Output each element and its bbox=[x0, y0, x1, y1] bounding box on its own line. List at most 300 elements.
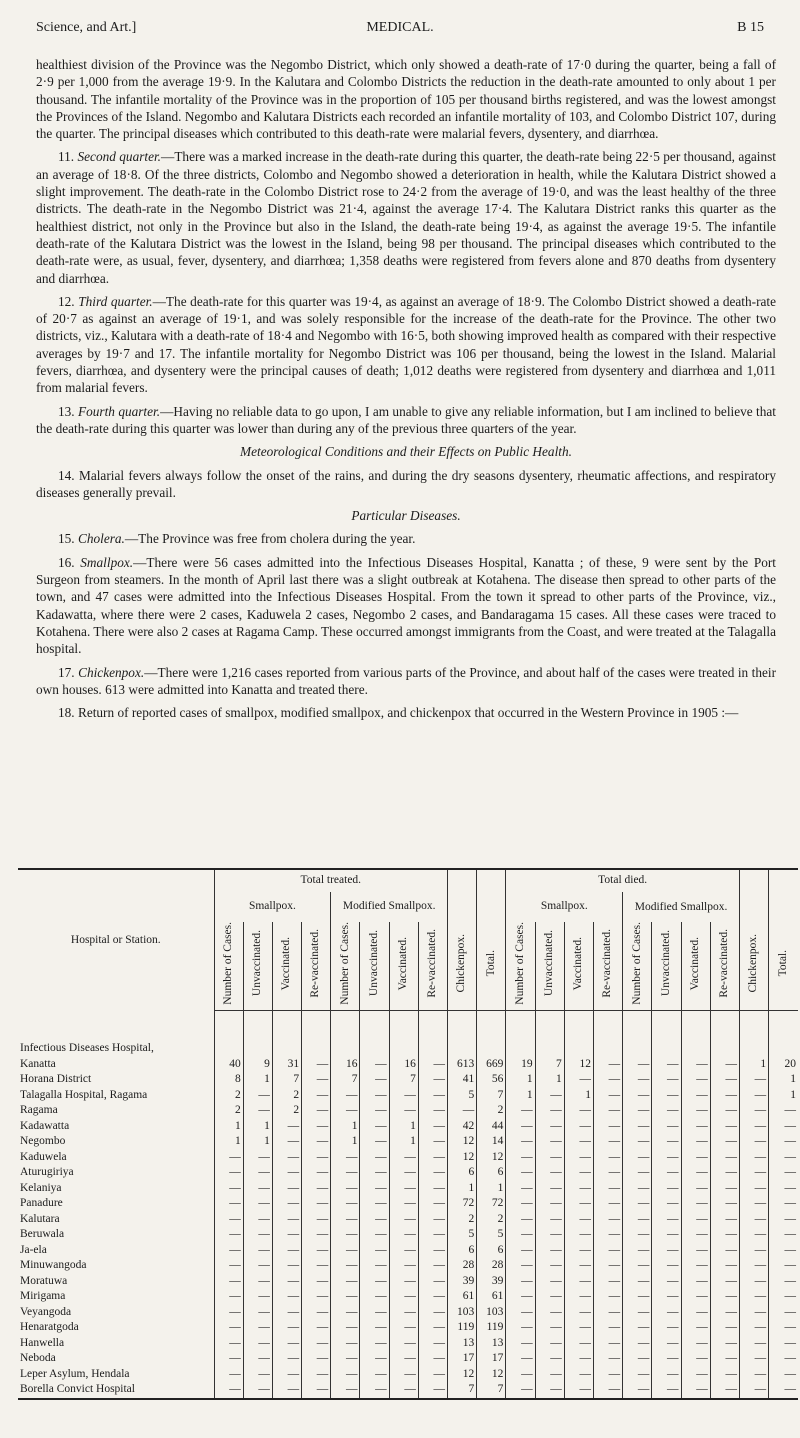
table-cell: — bbox=[652, 1212, 681, 1228]
table-cell: — bbox=[506, 1243, 535, 1259]
table-cell: — bbox=[418, 1320, 447, 1336]
table-cell: — bbox=[360, 1320, 389, 1336]
table-cell: 13 bbox=[477, 1336, 506, 1352]
table-cell bbox=[448, 1011, 477, 1057]
table-cell: — bbox=[623, 1274, 652, 1290]
table-cell: 17 bbox=[477, 1351, 506, 1367]
col-header-text: Unvaccinated. bbox=[659, 930, 672, 997]
table-cell: — bbox=[506, 1367, 535, 1383]
row-station-name: Veyangoda bbox=[20, 1305, 72, 1318]
col-header-unvac bbox=[535, 922, 564, 1011]
table-cell: — bbox=[593, 1150, 622, 1166]
table-cell: — bbox=[564, 1258, 593, 1274]
table-cell: — bbox=[418, 1057, 447, 1073]
table-cell: — bbox=[564, 1227, 593, 1243]
table-cell: 41 bbox=[448, 1072, 477, 1088]
table-cell: — bbox=[243, 1289, 272, 1305]
heading-text: Particular Diseases. bbox=[351, 508, 461, 524]
table-cell: — bbox=[593, 1196, 622, 1212]
table-cell: — bbox=[360, 1196, 389, 1212]
table-cell: — bbox=[652, 1072, 681, 1088]
modified-died-header: Modified Smallpox. bbox=[623, 892, 740, 922]
col-header-revac bbox=[302, 922, 331, 1011]
row-station-name: Ja-ela bbox=[20, 1243, 47, 1256]
table-cell: — bbox=[506, 1165, 535, 1181]
table-cell: — bbox=[681, 1212, 710, 1228]
table-cell: — bbox=[681, 1320, 710, 1336]
table-cell: — bbox=[710, 1382, 739, 1399]
table-cell: — bbox=[214, 1382, 243, 1399]
table-cell: — bbox=[623, 1336, 652, 1352]
table-cell: — bbox=[652, 1305, 681, 1321]
table-cell: — bbox=[389, 1336, 418, 1352]
table-cell: — bbox=[331, 1320, 360, 1336]
col-header-text: Re-vaccinated. bbox=[426, 929, 439, 998]
col-header-text: Re-vaccinated. bbox=[601, 929, 614, 998]
table-cell: — bbox=[389, 1274, 418, 1290]
paragraph-14: 14. Malarial fevers always follow the onset of the rains, and during the dry seasons dysentery, rheumatic affections, and respiratory diseases generally prevail. bbox=[36, 467, 776, 500]
para-number: 16. bbox=[58, 554, 81, 570]
row-station-name: Beruwala bbox=[20, 1228, 65, 1241]
table-cell: — bbox=[769, 1196, 798, 1212]
table-cell bbox=[739, 1011, 768, 1057]
table-cell: 12 bbox=[448, 1367, 477, 1383]
table-cell: 7 bbox=[448, 1382, 477, 1399]
table-cell: — bbox=[243, 1336, 272, 1352]
table-cell: — bbox=[214, 1227, 243, 1243]
col-header-text: Number of Cases. bbox=[630, 922, 643, 1005]
table-cell: — bbox=[564, 1320, 593, 1336]
paragraph-16 bbox=[36, 554, 776, 658]
table-cell: — bbox=[739, 1382, 768, 1399]
table-cell: 2 bbox=[477, 1212, 506, 1228]
table-cell: — bbox=[214, 1258, 243, 1274]
paragraph-18: 18. Return of reported cases of smallpox, modified smallpox, and chickenpox that occurred in the Western Province in 1905 :— bbox=[58, 705, 739, 721]
table-cell: — bbox=[681, 1336, 710, 1352]
row-station-name: Kadawatta bbox=[20, 1119, 70, 1132]
table-cell: — bbox=[331, 1382, 360, 1399]
row-station-name: Kelaniya bbox=[20, 1181, 62, 1194]
col-header-vac bbox=[681, 922, 710, 1011]
paragraph-15 bbox=[36, 530, 776, 547]
table-cell: — bbox=[769, 1165, 798, 1181]
table-cell: — bbox=[243, 1181, 272, 1197]
table-cell: — bbox=[418, 1165, 447, 1181]
table-cell: — bbox=[535, 1274, 564, 1290]
table-cell: — bbox=[652, 1367, 681, 1383]
row-station-name: Aturugiriya bbox=[20, 1166, 74, 1179]
table-cell: — bbox=[769, 1320, 798, 1336]
table-cell: — bbox=[331, 1258, 360, 1274]
table-cell: — bbox=[506, 1196, 535, 1212]
table-cell: — bbox=[593, 1088, 622, 1104]
smallpox-died-header: Smallpox. bbox=[506, 892, 623, 922]
table-cell: 39 bbox=[448, 1274, 477, 1290]
table-cell: — bbox=[535, 1103, 564, 1119]
table-cell: — bbox=[302, 1212, 331, 1228]
table-cell: — bbox=[214, 1351, 243, 1367]
table-cell: — bbox=[535, 1212, 564, 1228]
table-cell bbox=[302, 1011, 331, 1057]
table-cell: — bbox=[302, 1165, 331, 1181]
col-header-unvac bbox=[243, 922, 272, 1011]
table-cell: 61 bbox=[448, 1289, 477, 1305]
table-cell: — bbox=[593, 1181, 622, 1197]
table-cell: — bbox=[652, 1196, 681, 1212]
table-cell: — bbox=[272, 1150, 301, 1166]
table-cell: — bbox=[564, 1274, 593, 1290]
table-cell: — bbox=[360, 1336, 389, 1352]
row-station-name: Minuwangoda bbox=[20, 1259, 87, 1272]
table-cell: — bbox=[593, 1258, 622, 1274]
table-cell: — bbox=[593, 1072, 622, 1088]
col-header-text: Number of Cases. bbox=[338, 922, 351, 1005]
table-cell: — bbox=[564, 1150, 593, 1166]
table-cell: — bbox=[418, 1382, 447, 1399]
table-cell: — bbox=[710, 1367, 739, 1383]
table-cell: — bbox=[331, 1227, 360, 1243]
table-cell: — bbox=[302, 1243, 331, 1259]
table-cell: — bbox=[623, 1088, 652, 1104]
table-cell: 1 bbox=[214, 1134, 243, 1150]
table-cell: — bbox=[652, 1336, 681, 1352]
para-number: 12. bbox=[58, 293, 79, 309]
table-row bbox=[18, 1212, 798, 1228]
table-cell: — bbox=[739, 1243, 768, 1259]
col-header-text: Number of Cases. bbox=[221, 922, 234, 1005]
table-cell: 1 bbox=[769, 1088, 798, 1104]
table-cell: — bbox=[302, 1134, 331, 1150]
table-cell: — bbox=[535, 1351, 564, 1367]
table-cell: — bbox=[302, 1274, 331, 1290]
table-cell: — bbox=[272, 1289, 301, 1305]
row-station-name: Ragama bbox=[20, 1104, 58, 1117]
table-cell: — bbox=[243, 1196, 272, 1212]
table-cell: — bbox=[564, 1196, 593, 1212]
table-cell: — bbox=[418, 1072, 447, 1088]
table-cell: — bbox=[535, 1181, 564, 1197]
table-cell: — bbox=[389, 1212, 418, 1228]
table-cell: — bbox=[593, 1057, 622, 1073]
table-cell: — bbox=[710, 1320, 739, 1336]
table-cell: — bbox=[389, 1305, 418, 1321]
table-cell: 28 bbox=[448, 1258, 477, 1274]
table-cell: — bbox=[360, 1165, 389, 1181]
table-cell: 7 bbox=[477, 1088, 506, 1104]
table-cell: — bbox=[506, 1227, 535, 1243]
table-cell: — bbox=[535, 1289, 564, 1305]
table-cell: 28 bbox=[477, 1258, 506, 1274]
table-cell: — bbox=[272, 1181, 301, 1197]
table-cell: 119 bbox=[477, 1320, 506, 1336]
table-cell: 16 bbox=[331, 1057, 360, 1073]
table-cell: — bbox=[564, 1243, 593, 1259]
table-cell: — bbox=[448, 1103, 477, 1119]
table-row bbox=[18, 1011, 798, 1057]
row-station-name: Leper Asylum, Hendala bbox=[20, 1367, 130, 1380]
table-row bbox=[18, 1351, 798, 1367]
table-cell: — bbox=[681, 1367, 710, 1383]
table-cell: — bbox=[389, 1351, 418, 1367]
table-cell: — bbox=[302, 1057, 331, 1073]
table-cell: — bbox=[769, 1150, 798, 1166]
table-cell bbox=[593, 1011, 622, 1057]
table-cell: — bbox=[302, 1305, 331, 1321]
table-cell: — bbox=[681, 1072, 710, 1088]
table-cell bbox=[331, 1011, 360, 1057]
table-cell: — bbox=[593, 1289, 622, 1305]
table-cell: — bbox=[360, 1351, 389, 1367]
table-cell: — bbox=[214, 1150, 243, 1166]
table-cell: — bbox=[272, 1243, 301, 1259]
heading-text: Meteorological Conditions and their Effects on Public Health. bbox=[240, 444, 572, 460]
table-cell: — bbox=[564, 1382, 593, 1399]
table-cell: — bbox=[389, 1382, 418, 1399]
table-cell: — bbox=[302, 1367, 331, 1383]
table-row bbox=[18, 1103, 798, 1119]
col-header-cases bbox=[214, 922, 243, 1011]
table-cell: — bbox=[389, 1258, 418, 1274]
table-row bbox=[18, 1072, 798, 1088]
table-cell: — bbox=[272, 1336, 301, 1352]
table-cell: 2 bbox=[477, 1103, 506, 1119]
table-cell: — bbox=[710, 1088, 739, 1104]
table-cell: — bbox=[506, 1320, 535, 1336]
table-cell: — bbox=[564, 1165, 593, 1181]
spacer bbox=[477, 869, 506, 922]
table-cell: 44 bbox=[477, 1119, 506, 1135]
table-cell: — bbox=[243, 1258, 272, 1274]
group-total-died: Total died. bbox=[506, 869, 740, 892]
table-cell: — bbox=[593, 1382, 622, 1399]
table-cell: — bbox=[739, 1134, 768, 1150]
row-station-name: Hanwella bbox=[20, 1336, 65, 1349]
row-station-name: Kanatta bbox=[20, 1057, 56, 1070]
table-cell: — bbox=[710, 1103, 739, 1119]
table-cell: — bbox=[769, 1336, 798, 1352]
table-cell: — bbox=[243, 1227, 272, 1243]
table-cell: — bbox=[360, 1305, 389, 1321]
table-cell: — bbox=[302, 1351, 331, 1367]
table-cell: — bbox=[652, 1057, 681, 1073]
table-cell: — bbox=[302, 1103, 331, 1119]
table-cell: — bbox=[652, 1351, 681, 1367]
table-cell bbox=[477, 1011, 506, 1057]
table-cell: 56 bbox=[477, 1072, 506, 1088]
table-cell: — bbox=[681, 1134, 710, 1150]
table-cell: — bbox=[623, 1072, 652, 1088]
table-cell: 103 bbox=[448, 1305, 477, 1321]
table-cell: — bbox=[681, 1088, 710, 1104]
table-cell: 12 bbox=[448, 1134, 477, 1150]
para-number: 13. bbox=[58, 403, 78, 419]
table-row bbox=[18, 1196, 798, 1212]
table-cell: — bbox=[681, 1119, 710, 1135]
table-cell: — bbox=[681, 1196, 710, 1212]
table-cell: 1 bbox=[739, 1057, 768, 1073]
table-cell: — bbox=[535, 1150, 564, 1166]
table-cell: — bbox=[214, 1336, 243, 1352]
header-left: Science, and Art.] bbox=[36, 20, 137, 35]
table-cell: — bbox=[564, 1181, 593, 1197]
col-header-chicken bbox=[739, 922, 768, 1011]
table-cell: — bbox=[623, 1367, 652, 1383]
table-cell: — bbox=[418, 1351, 447, 1367]
table-cell: — bbox=[418, 1243, 447, 1259]
table-cell: — bbox=[506, 1103, 535, 1119]
table-cell: — bbox=[710, 1119, 739, 1135]
table-cell: — bbox=[681, 1227, 710, 1243]
table-cell bbox=[681, 1011, 710, 1057]
smallpox-treated-header: Smallpox. bbox=[214, 892, 331, 922]
table-cell: — bbox=[506, 1134, 535, 1150]
table-cell: — bbox=[739, 1103, 768, 1119]
table-cell: — bbox=[331, 1088, 360, 1104]
table-cell: 13 bbox=[448, 1336, 477, 1352]
table-cell: — bbox=[243, 1320, 272, 1336]
table-row bbox=[18, 1367, 798, 1383]
table-cell: — bbox=[564, 1367, 593, 1383]
col-hospital-header: Hospital or Station. bbox=[18, 869, 214, 1011]
table-cell: 6 bbox=[477, 1243, 506, 1259]
table-cell: — bbox=[389, 1088, 418, 1104]
table-cell: — bbox=[418, 1212, 447, 1228]
table-cell: — bbox=[506, 1336, 535, 1352]
para-text: —There were 56 cases admitted into the Infectious Diseases Hospital, Kanatta ; of these, 9 were sent by the Port Surgeon from steamers. In the month of April last there was a slight outbreak at Kotahena. The disease then spread to other parts of the town, and 47 cases were admitted into the Infectious Diseases Hospital. From the town it spread to other parts of the Province, viz., Kadawatta, where there were 2 cases, Kaduwela 2 cases, Negombo 2 cases, and Bandaragama 15 cases. All these cases were traced to Kotahena. There were also 2 cases at Ragama Camp. These occurred amongst immigrants from the Coast, and were treated at the Talagalla hospital. bbox=[36, 554, 776, 657]
table-cell: — bbox=[272, 1351, 301, 1367]
table-cell: 7 bbox=[272, 1072, 301, 1088]
table-cell: — bbox=[652, 1274, 681, 1290]
table-cell: — bbox=[593, 1119, 622, 1135]
table-cell: — bbox=[272, 1320, 301, 1336]
table-cell: 2 bbox=[214, 1088, 243, 1104]
table-cell: — bbox=[623, 1119, 652, 1135]
table-cell: — bbox=[769, 1351, 798, 1367]
table-cell: — bbox=[214, 1181, 243, 1197]
table-cell: — bbox=[710, 1351, 739, 1367]
table-cell: — bbox=[506, 1289, 535, 1305]
table-cell: — bbox=[652, 1150, 681, 1166]
table-cell: — bbox=[418, 1150, 447, 1166]
table-cell: — bbox=[739, 1274, 768, 1290]
table-cell: — bbox=[272, 1258, 301, 1274]
table-cell: — bbox=[710, 1150, 739, 1166]
table-cell: — bbox=[389, 1150, 418, 1166]
table-cell: — bbox=[623, 1305, 652, 1321]
table-cell: — bbox=[623, 1382, 652, 1399]
row-station-name: Borella Convict Hospital bbox=[18, 1382, 214, 1399]
body-text bbox=[36, 56, 776, 721]
table-cell: — bbox=[739, 1119, 768, 1135]
table-cell bbox=[623, 1011, 652, 1057]
table-cell: — bbox=[302, 1227, 331, 1243]
col-header-text: Chickenpox. bbox=[455, 934, 468, 993]
table-row bbox=[18, 1119, 798, 1135]
table-cell: — bbox=[623, 1057, 652, 1073]
table-cell: — bbox=[681, 1103, 710, 1119]
col-header-text: Number of Cases. bbox=[513, 922, 526, 1005]
table-cell: — bbox=[360, 1227, 389, 1243]
table-cell: — bbox=[564, 1119, 593, 1135]
table-cell: 1 bbox=[477, 1181, 506, 1197]
table-cell: 16 bbox=[389, 1057, 418, 1073]
table-cell: — bbox=[243, 1150, 272, 1166]
table-cell: — bbox=[769, 1212, 798, 1228]
table-cell: — bbox=[331, 1336, 360, 1352]
table-cell: — bbox=[710, 1336, 739, 1352]
row-station-name: Horana District bbox=[20, 1073, 92, 1086]
table-row bbox=[18, 1057, 798, 1073]
table-cell: — bbox=[389, 1367, 418, 1383]
table-cell: — bbox=[302, 1072, 331, 1088]
table-cell: 1 bbox=[331, 1119, 360, 1135]
header-page-number: B 15 bbox=[737, 20, 764, 35]
table-cell: — bbox=[739, 1227, 768, 1243]
table-cell: — bbox=[652, 1103, 681, 1119]
table-row bbox=[18, 1227, 798, 1243]
table-cell: — bbox=[272, 1382, 301, 1399]
table-cell: 1 bbox=[506, 1088, 535, 1104]
para-text: —The death-rate for this quarter was 19·4, as against an average of 18·9. The Colombo District showed a death-rate of 20·7 as against an average of 19·1, and was solely responsible for the increase of the death-rate for the Province. The other two districts, viz., Kalutara with a death-rate of 18·4 and Negombo with 16·5, both showing improved health as compared with their respective averages by 19·7 and 17. The infantile mortality for Negombo District was 106 per thousand, being the lowest in the Island. Malarial fevers, diarrhœa, and dysentery were the principal causes of death; 1,012 deaths were registered from dysentery and diarrhœa and 1,011 from malarial fevers. bbox=[36, 293, 776, 396]
table-cell: — bbox=[418, 1289, 447, 1305]
table-cell: — bbox=[389, 1181, 418, 1197]
table-cell: — bbox=[652, 1134, 681, 1150]
table-cell: — bbox=[506, 1119, 535, 1135]
table-cell: 613 bbox=[448, 1057, 477, 1073]
table-cell: — bbox=[681, 1351, 710, 1367]
table-cell: — bbox=[360, 1382, 389, 1399]
table-cell: — bbox=[710, 1134, 739, 1150]
col-header-unvac bbox=[360, 922, 389, 1011]
table-cell: 2 bbox=[272, 1103, 301, 1119]
table-cell: — bbox=[593, 1336, 622, 1352]
table-cell: — bbox=[652, 1165, 681, 1181]
table-cell: — bbox=[535, 1382, 564, 1399]
table-row bbox=[18, 1274, 798, 1290]
table-cell: 5 bbox=[448, 1088, 477, 1104]
table-cell: — bbox=[214, 1243, 243, 1259]
table-cell: — bbox=[564, 1103, 593, 1119]
table-cell: — bbox=[418, 1274, 447, 1290]
table-cell: — bbox=[623, 1289, 652, 1305]
para-number: 15. bbox=[58, 531, 78, 547]
table-cell: — bbox=[360, 1258, 389, 1274]
table-cell: 17 bbox=[448, 1351, 477, 1367]
para-text: —The Province was free from cholera during the year. bbox=[124, 531, 416, 547]
table-cell: — bbox=[739, 1336, 768, 1352]
table-cell: 9 bbox=[243, 1057, 272, 1073]
table-cell: — bbox=[360, 1243, 389, 1259]
spacer bbox=[769, 869, 798, 922]
table-cell: — bbox=[652, 1258, 681, 1274]
table-cell: — bbox=[681, 1243, 710, 1259]
table-cell: — bbox=[243, 1212, 272, 1228]
paragraph-12 bbox=[36, 293, 776, 397]
table-cell: — bbox=[681, 1165, 710, 1181]
table-cell: 61 bbox=[477, 1289, 506, 1305]
table-cell: 72 bbox=[477, 1196, 506, 1212]
table-cell: — bbox=[564, 1305, 593, 1321]
table-cell: — bbox=[243, 1243, 272, 1259]
table-row bbox=[18, 1305, 798, 1321]
table-cell: — bbox=[623, 1320, 652, 1336]
table-cell: — bbox=[739, 1165, 768, 1181]
table-cell: 31 bbox=[272, 1057, 301, 1073]
table-cell: 12 bbox=[564, 1057, 593, 1073]
table-cell: — bbox=[623, 1165, 652, 1181]
table-cell: — bbox=[652, 1320, 681, 1336]
table-cell: — bbox=[331, 1212, 360, 1228]
